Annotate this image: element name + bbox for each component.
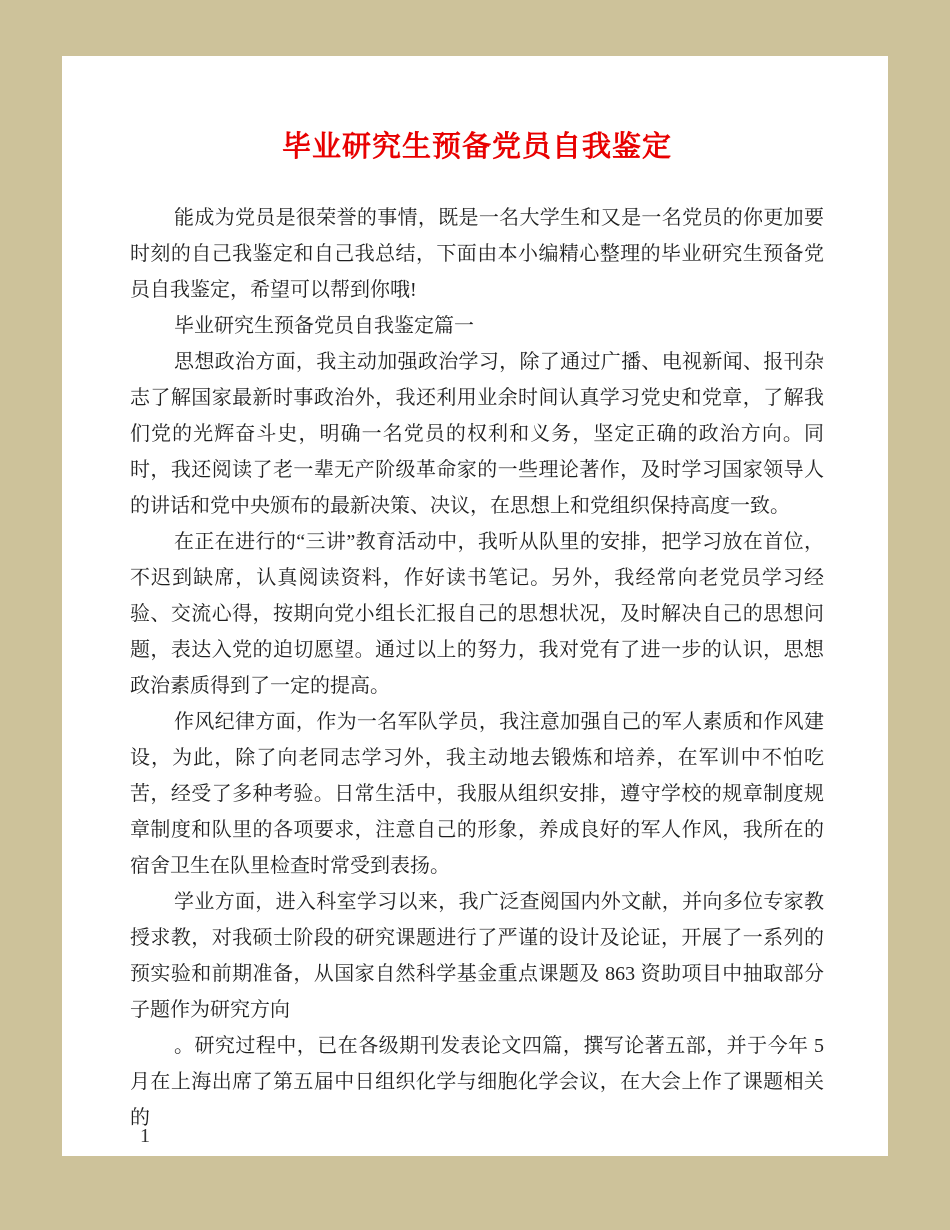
document-body: [130, 200, 824, 1136]
page-number: 1: [140, 1125, 150, 1147]
paragraph-education-activity: 在正在进行的“三讲”教育活动中，我听从队里的安排，把学习放在首位，不迟到缺席，认真阅读资料，作好读书笔记。另外，我经常向老党员学习经验、交流心得，按期向党小组长汇报自己的思想状况，及时解决自己的思想问题，表达入党的迫切愿望。通过以上的努力，我对党有了进一步的认识，思想政治素质得到了一定的提高。: [130, 531, 824, 697]
document-page: [62, 56, 888, 1156]
paragraph-discipline: 作风纪律方面，作为一名军队学员，我注意加强自己的军人素质和作风建设，为此，除了向老同志学习外，我主动地去锻炼和培养，在军训中不怕吃苦，经受了多种考验。日常生活中，我服从组织安排，遵守学校的规章制度规章制度和队里的各项要求，注意自己的形象，养成良好的军人作风，我所在的宿舍卫生在队里检查时常受到表扬。: [130, 711, 824, 877]
paragraph-section-heading: 毕业研究生预备党员自我鉴定篇一: [174, 315, 474, 337]
paragraph-research: 。研究过程中，已在各级期刊发表论文四篇，撰写论著五部，并于今年 5 月在上海出席了第五届中日组织化学与细胞化学会议，在大会上作了课题相关的: [130, 1035, 824, 1129]
paragraph-intro: 能成为党员是很荣誉的事情，既是一名大学生和又是一名党员的你更加要时刻的自己我鉴定和自己我总结，下面由本小编精心整理的毕业研究生预备党员自我鉴定，希望可以帮到你哦!: [130, 207, 824, 301]
paragraph-academics: 学业方面，进入科室学习以来，我广泛查阅国内外文献，并向多位专家教授求教，对我硕士阶段的研究课题进行了严谨的设计及论证，开展了一系列的预实验和前期准备，从国家自然科学基金重点课题及 863 资助项目中抽取部分子题作为研究方向: [130, 891, 824, 1021]
document-title: 毕业研究生预备党员自我鉴定: [281, 131, 672, 163]
paragraph-ideology: 思想政治方面，我主动加强政治学习，除了通过广播、电视新闻、报刊杂志了解国家最新时事政治外，我还利用业余时间认真学习党史和党章，了解我们党的光辉奋斗史，明确一名党员的权利和义务，坚定正确的政治方向。同时，我还阅读了老一辈无产阶级革命家的一些理论著作，及时学习国家领导人的讲话和党中央颁布的最新决策、决议，在思想上和党组织保持高度一致。: [130, 351, 824, 517]
